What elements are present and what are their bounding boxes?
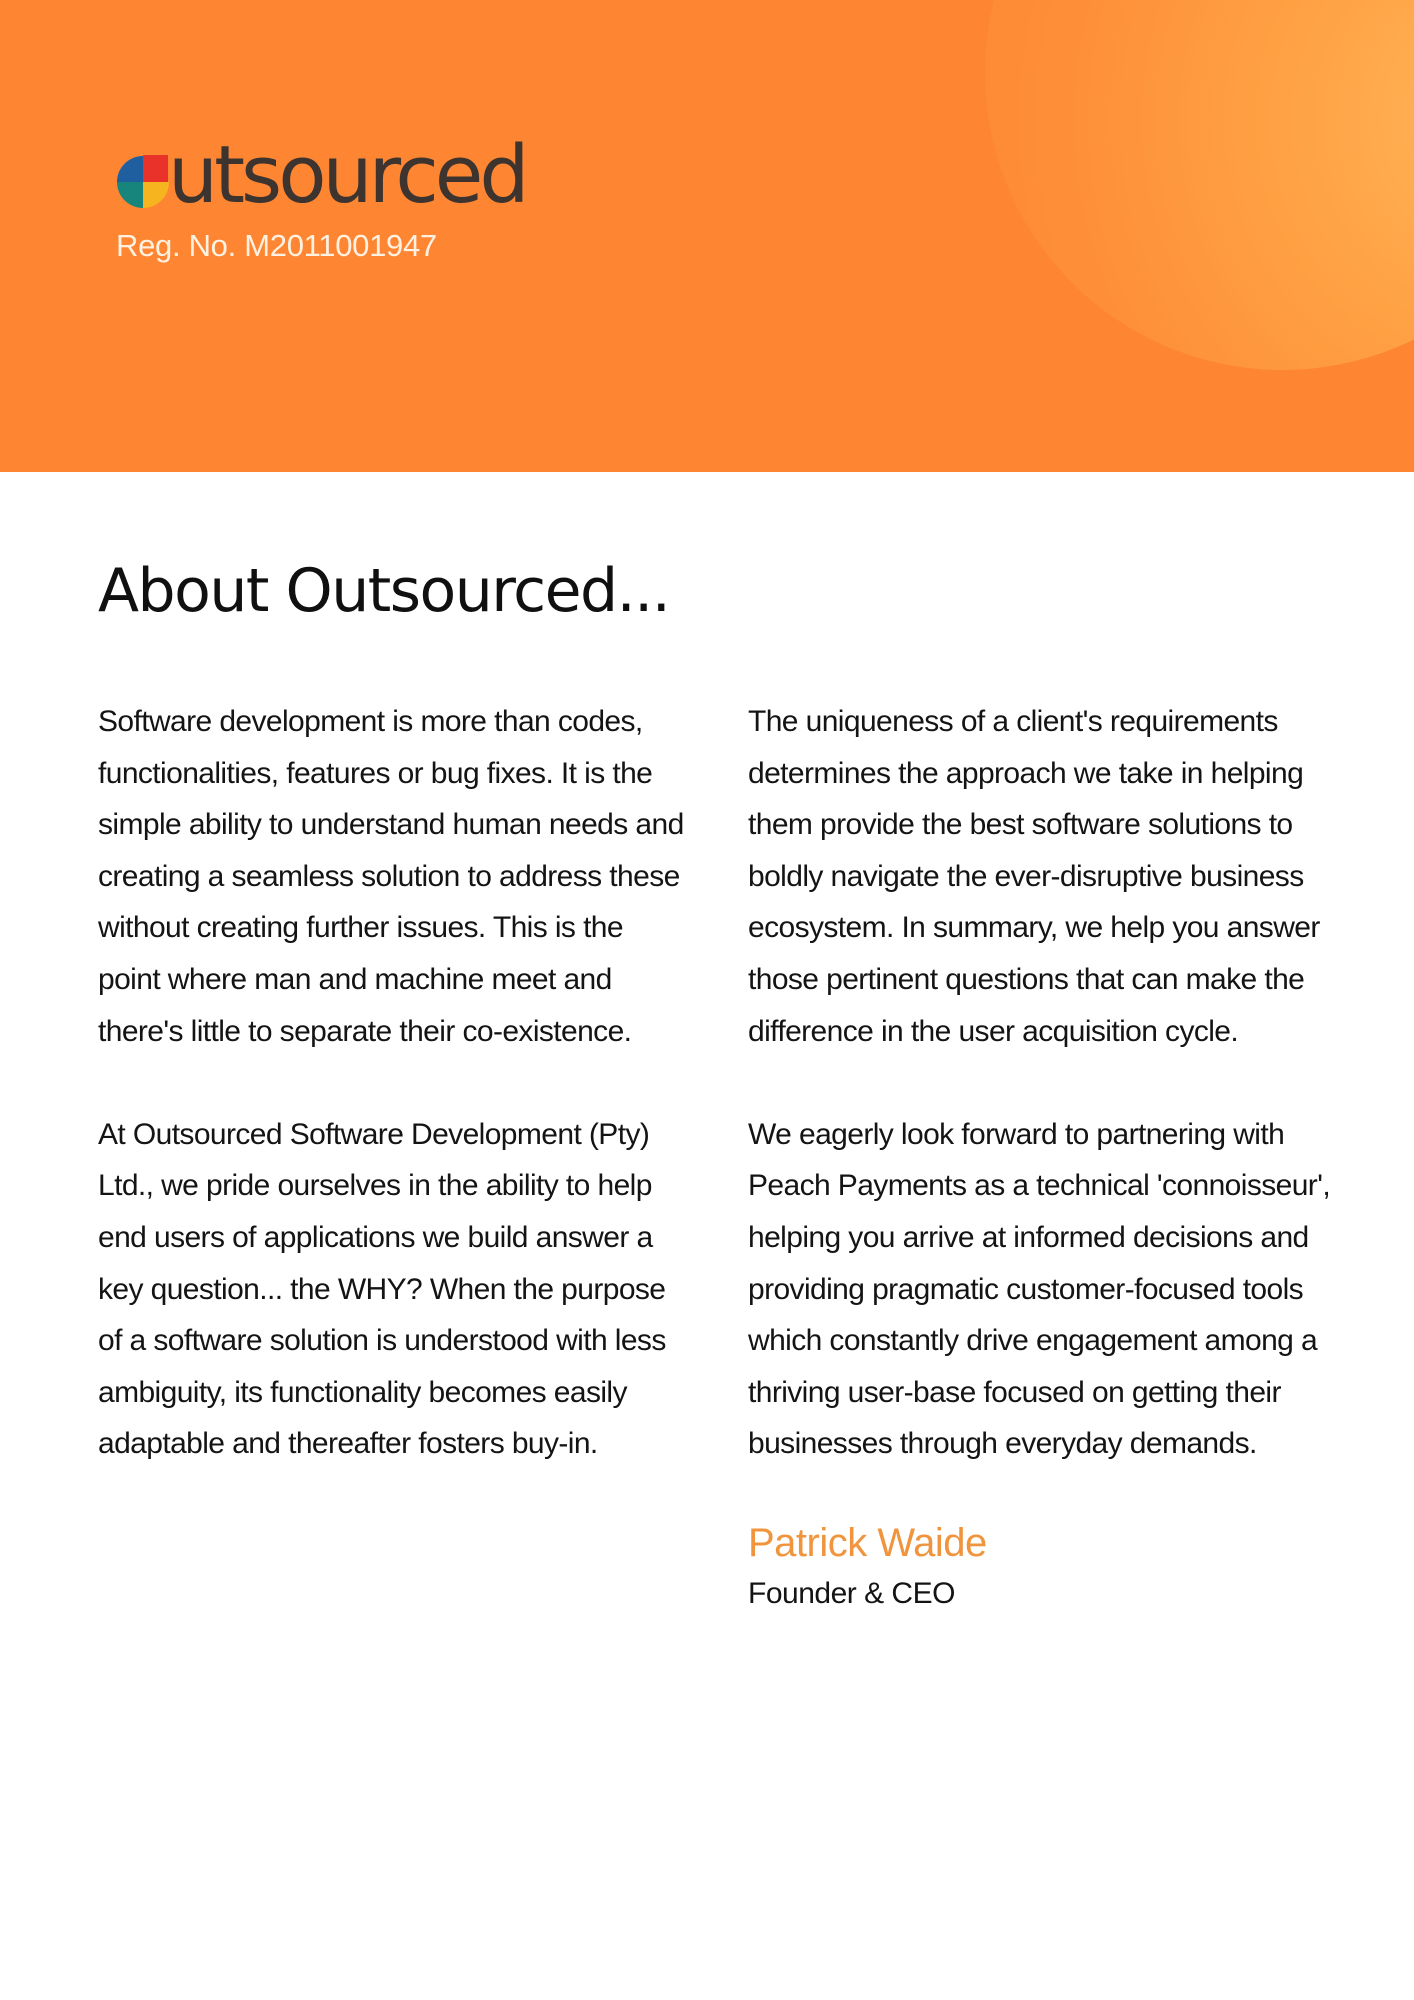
signature-block — [748, 1516, 987, 1614]
paragraph-approach: The uniqueness of a client's requirements determines the approach we take in helping them provide the best software solutions to boldly navigate the ever-disruptive business ecosystem. In summary, we help you answer those pertinent questions that can make the difference in the user acquisition cycle. — [748, 705, 1320, 1048]
header-banner — [0, 0, 1414, 472]
right-column — [748, 696, 1333, 1522]
paragraph-partnership: We eagerly look forward to partnering with Peach Payments as a technical 'connoisseur', helping you arrive at informed decisions and providing pragmatic customer-focused tools which constantly drive engagement among a thriving user-base focused on getting their businesses through everyday demands. — [748, 1117, 1331, 1461]
left-column — [98, 696, 688, 1522]
decorative-glow-circle — [985, 0, 1414, 370]
signatory-role: Founder & CEO — [748, 1577, 955, 1610]
paragraph-intro: Software development is more than codes, functionalities, features or bug fixes. It is the simple ability to understand human needs and creating a seamless solution to address these without creating further issues. This is the point where man and machine meet and there's little to separate their co-existence. — [98, 705, 684, 1048]
signatory-name: Patrick Waide — [748, 1521, 987, 1565]
company-logo — [116, 130, 526, 220]
page-title: About Outsourced... — [98, 556, 670, 626]
quadrant-logo-icon — [116, 155, 170, 209]
brand-wordmark: utsourced — [168, 129, 526, 221]
paragraph-company: At Outsourced Software Development (Pty) Ltd., we pride ourselves in the ability to help end users of applications we build answer a key question... the WHY? When the purpose of a software solution is understood with less ambiguity, its functionality becomes easily adaptable and thereafter fosters buy-in. — [98, 1117, 666, 1461]
registration-number: Reg. No. M2011001947 — [116, 228, 437, 263]
